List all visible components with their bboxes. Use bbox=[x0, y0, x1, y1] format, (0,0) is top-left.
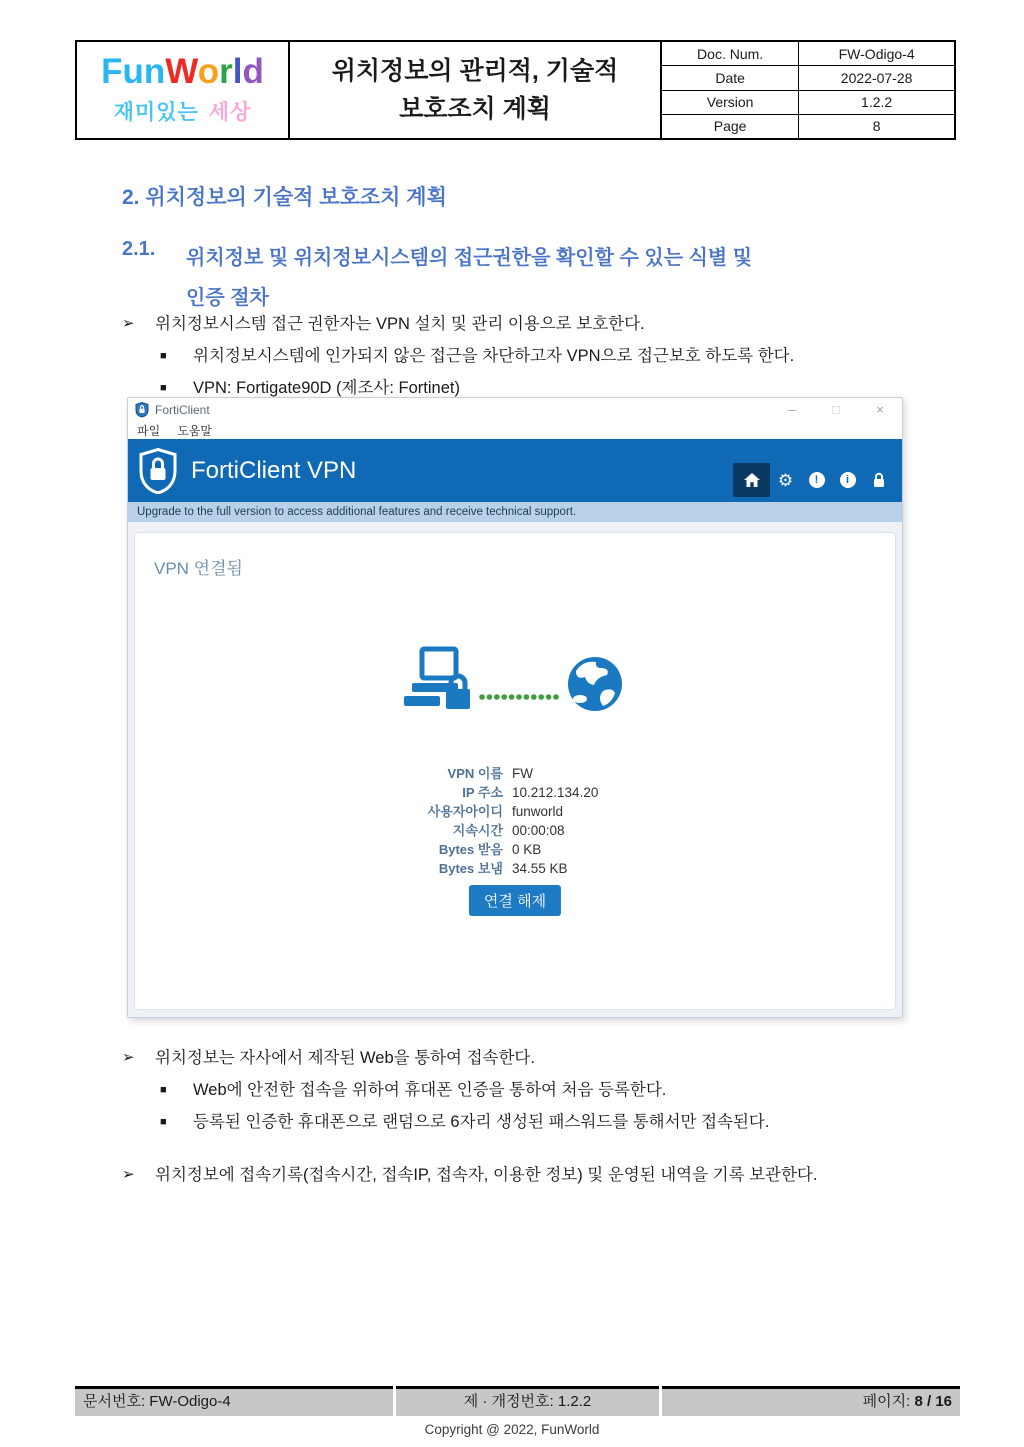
list-item bbox=[122, 1074, 952, 1106]
meta-label: Date bbox=[662, 66, 799, 89]
logo-wordmark bbox=[101, 54, 264, 89]
vpn-status-card bbox=[134, 532, 896, 1010]
alert-circle-icon: ! bbox=[809, 472, 825, 488]
meta-value: 1.2.2 bbox=[861, 94, 893, 111]
subsection-line1: 위치정보 및 위치정보시스템의 접근권한을 확인할 수 있는 식별 및 bbox=[186, 247, 753, 269]
subsection-line2: 인증 절차 bbox=[186, 287, 269, 309]
list-item bbox=[122, 308, 952, 340]
logo-letter: r bbox=[219, 52, 233, 91]
copyright-line: Copyright @ 2022, FunWorld bbox=[424, 1422, 600, 1437]
subsection-heading bbox=[122, 238, 752, 318]
detail-value: 00:00:08 bbox=[512, 823, 565, 838]
list-item bbox=[122, 1106, 952, 1138]
detail-value: funworld bbox=[512, 804, 564, 819]
vpn-connection-illustration bbox=[400, 645, 630, 725]
vpn-status-text: VPN 연결됨 bbox=[154, 559, 243, 578]
detail-value: 10.212.134.20 bbox=[512, 785, 599, 800]
detail-row-vpn-name bbox=[135, 764, 895, 783]
meta-row-page bbox=[662, 115, 954, 138]
detail-label: 사용자아이디 bbox=[427, 804, 503, 819]
notifications-icon[interactable] bbox=[801, 472, 832, 488]
square-bullet-icon: ■ bbox=[160, 1084, 167, 1096]
window-titlebar[interactable] bbox=[128, 398, 902, 421]
window-title: FortiClient bbox=[155, 402, 210, 417]
upgrade-notice-bar[interactable]: Upgrade to the full version to access additional features and receive technical support. bbox=[128, 502, 902, 522]
window-content bbox=[128, 522, 902, 1017]
square-bullet-icon: ■ bbox=[160, 1116, 167, 1128]
detail-value: FW bbox=[512, 766, 533, 781]
subsection-number: 2.1. bbox=[122, 238, 156, 260]
shield-lock-icon bbox=[138, 448, 178, 494]
footer-doc-number: 문서번호: FW-Odigo-4 bbox=[75, 1386, 393, 1416]
document-title bbox=[290, 42, 662, 138]
detail-label: IP 주소 bbox=[462, 785, 503, 800]
list-item bbox=[122, 340, 952, 372]
meta-value: 8 bbox=[872, 118, 881, 135]
menu-file[interactable]: 파일 bbox=[137, 423, 161, 438]
subsection-text bbox=[186, 238, 752, 318]
document-header-table bbox=[75, 40, 956, 140]
list-item-text: 위치정보는 자사에서 제작된 Web을 통하여 접속한다. bbox=[155, 1049, 535, 1067]
padlock-icon bbox=[872, 472, 886, 488]
close-button[interactable]: × bbox=[876, 402, 884, 417]
square-bullet-icon: ■ bbox=[160, 382, 167, 394]
logo-tagline bbox=[114, 96, 252, 126]
menu-help[interactable]: 도움말 bbox=[177, 423, 212, 438]
detail-value: 0 KB bbox=[512, 842, 542, 857]
list-item bbox=[122, 1159, 952, 1191]
logo-letter: d bbox=[242, 52, 264, 91]
detail-label: 지속시간 bbox=[452, 823, 503, 838]
meta-row-doc-num bbox=[662, 42, 954, 66]
detail-row-ip bbox=[135, 783, 895, 802]
home-tab[interactable] bbox=[733, 463, 770, 497]
window-menubar bbox=[128, 421, 902, 439]
about-icon[interactable] bbox=[832, 472, 863, 488]
lock-body bbox=[446, 689, 470, 709]
home-icon bbox=[744, 473, 760, 487]
section-heading: 2. 위치정보의 기술적 보호조치 계획 bbox=[122, 186, 447, 209]
meta-value: FW-Odigo-4 bbox=[838, 45, 915, 62]
window-controls bbox=[770, 398, 902, 421]
logo-tagline-part: 세상 bbox=[208, 101, 252, 124]
arrow-bullet-icon: ➢ bbox=[122, 1166, 135, 1183]
vpn-detail-list bbox=[135, 764, 895, 878]
list-item-text: Web에 안전한 접속을 위하여 휴대폰 인증을 통하여 처음 등록한다. bbox=[193, 1081, 667, 1099]
list-item-text: 등록된 인증한 휴대폰으로 랜덤으로 6자리 생성된 패스워드를 통해서만 접속된다. bbox=[193, 1113, 770, 1131]
forticlient-window bbox=[127, 397, 903, 1018]
meta-label: Page bbox=[662, 115, 799, 138]
document-meta-table bbox=[662, 42, 954, 138]
detail-value: 34.55 KB bbox=[512, 861, 568, 876]
detail-row-bytes-received bbox=[135, 840, 895, 859]
detail-label: Bytes 보냄 bbox=[438, 861, 503, 876]
dotted-connection-line bbox=[479, 694, 559, 700]
forticlient-app-icon bbox=[135, 402, 149, 418]
info-circle-icon: i bbox=[840, 472, 856, 488]
bullet-list-web-access bbox=[122, 1042, 952, 1191]
company-logo bbox=[77, 42, 290, 138]
logo-letter: Fun bbox=[101, 52, 166, 91]
square-bullet-icon: ■ bbox=[160, 350, 167, 362]
banner-title: FortiClient VPN bbox=[191, 456, 357, 484]
detail-label: Bytes 받음 bbox=[438, 842, 503, 857]
detail-row-duration bbox=[135, 821, 895, 840]
document-title-line2: 보호조치 계획 bbox=[399, 95, 551, 123]
logo-letter: o bbox=[197, 52, 220, 91]
document-title-line1: 위치정보의 관리적, 기술적 bbox=[331, 57, 619, 85]
maximize-button[interactable]: □ bbox=[832, 402, 840, 417]
bullet-list-vpn bbox=[122, 308, 952, 404]
footer-page-label: 페이지: bbox=[862, 1393, 915, 1410]
footer-revision: 제 · 개정번호: 1.2.2 bbox=[396, 1386, 659, 1416]
logo-letter: W bbox=[165, 52, 198, 91]
forticlient-banner bbox=[128, 439, 902, 502]
meta-row-version bbox=[662, 91, 954, 115]
list-item bbox=[122, 1042, 952, 1074]
minimize-button[interactable]: – bbox=[788, 402, 796, 417]
footer-page-value: 8 / 16 bbox=[914, 1393, 952, 1410]
meta-row-date bbox=[662, 66, 954, 90]
footer-page-number bbox=[662, 1386, 960, 1416]
detail-row-bytes-sent bbox=[135, 859, 895, 878]
list-item-text: 위치정보에 접속기록(접속시간, 접속IP, 접속자, 이용한 정보) 및 운영된 내역을 기록 보관한다. bbox=[155, 1166, 818, 1184]
globe-icon bbox=[568, 657, 622, 711]
logo-tagline-part: 재미있는 bbox=[113, 101, 199, 124]
page-footer bbox=[75, 1386, 960, 1416]
detail-label: VPN 이름 bbox=[447, 766, 503, 781]
meta-value: 2022-07-28 bbox=[840, 69, 913, 86]
meta-label: Doc. Num. bbox=[662, 42, 799, 65]
banner-icon-row bbox=[733, 463, 894, 497]
arrow-bullet-icon: ➢ bbox=[122, 1049, 135, 1066]
lock-icon[interactable] bbox=[863, 472, 894, 488]
meta-label: Version bbox=[662, 91, 799, 114]
list-item-text: 위치정보시스템 접근 권한자는 VPN 설치 및 관리 이용으로 보호한다. bbox=[155, 315, 645, 333]
detail-row-username bbox=[135, 802, 895, 821]
list-item-text: VPN: Fortigate90D (제조사: Fortinet) bbox=[193, 379, 460, 397]
logo-letter: l bbox=[232, 52, 243, 91]
arrow-bullet-icon: ➢ bbox=[122, 315, 135, 332]
disconnect-button[interactable]: 연결 해제 bbox=[469, 885, 561, 916]
settings-gear-icon[interactable]: ⚙ bbox=[777, 470, 794, 490]
list-item-text: 위치정보시스템에 인가되지 않은 접근을 차단하고자 VPN으로 접근보호 하도록 한다. bbox=[193, 347, 795, 365]
